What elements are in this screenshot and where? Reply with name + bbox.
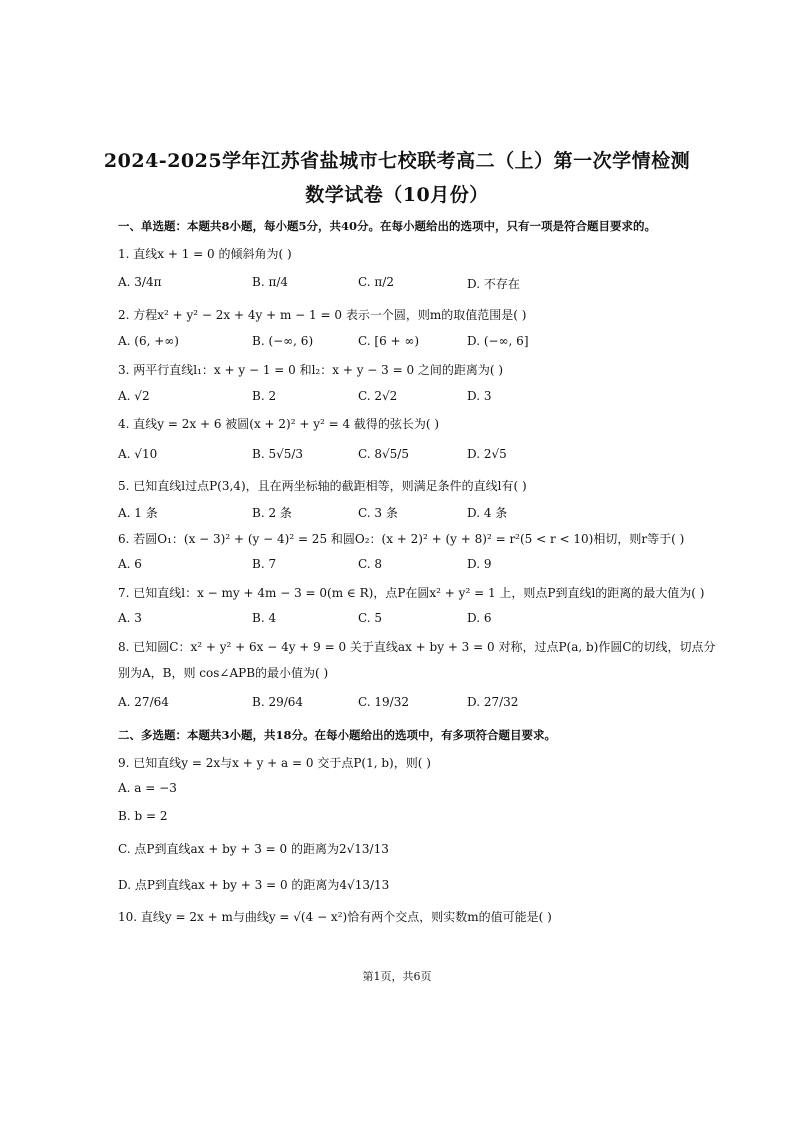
q1-option-d: D. 不存在 [467,277,520,291]
q1-option-a: A. 3/4π [118,275,162,289]
q9-option-d: D. 点P到直线ax + by + 3 = 0 的距离为4√13/13 [118,878,390,892]
q8-option-c: C. 19/32 [358,695,409,709]
q2-option-c: C. [6 + ∞) [358,334,420,348]
q9-option-a: A. a = −3 [118,781,177,795]
q7-option-a: A. 3 [118,611,142,625]
q1-option-b: B. π/4 [252,275,289,289]
q2-option-d: D. (−∞, 6] [467,334,529,348]
question-1: 1. 直线x + 1 = 0 的倾斜角为( ) [118,247,292,261]
q8-option-d: D. 27/32 [467,695,519,709]
q3-option-d: D. 3 [467,389,492,403]
question-2: 2. 方程x² + y² − 2x + 4y + m − 1 = 0 表示一个圆，则m的取值范围是( ) [118,308,527,322]
question-4: 4. 直线y = 2x + 6 被圆(x + 2)² + y² = 4 截得的弦长为( ) [118,417,440,431]
q9-option-b: B. b = 2 [118,809,168,823]
q4-option-c: C. 8√5/5 [358,447,409,461]
q6-option-b: B. 7 [252,557,277,571]
q4-option-d: D. 2√5 [467,447,507,461]
question-7: 7. 已知直线l：x − my + 4m − 3 = 0(m ∈ R)，点P在圆x² + y² = 1 上，则点P到直线l的距离的最大值为( ) [118,586,705,600]
q7-option-b: B. 4 [252,611,277,625]
question-10: 10. 直线y = 2x + m与曲线y = √(4 − x²)恰有两个交点，则实数m的值可能是( ) [118,910,552,924]
section-multi-choice: 二、多选题：本题共3小题，共18分。在每小题给出的选项中，有多项符合题目要求。 [118,728,557,742]
question-9: 9. 已知直线y = 2x与x + y + a = 0 交于点P(1, b)，则( ) [118,756,431,770]
q6-option-a: A. 6 [118,557,142,571]
q7-option-c: C. 5 [358,611,383,625]
q2-option-a: A. (6, +∞) [118,334,179,348]
exam-subtitle: 数学试卷（10月份） [305,184,489,206]
question-8: 8. 已知圆C：x² + y² + 6x − 4y + 9 = 0 关于直线ax + by + 3 = 0 对称，过点P(a, b)作圆C的切线，切点分 [118,640,716,654]
page-footer: 第1页，共6页 [362,970,432,983]
q8-option-a: A. 27/64 [118,695,169,709]
q5-option-a: A. 1 条 [118,506,158,520]
question-3: 3. 两平行直线l₁：x + y − 1 = 0 和l₂：x + y − 3 = 0 之间的距离为( ) [118,363,504,377]
q7-option-d: D. 6 [467,611,492,625]
q3-option-b: B. 2 [252,389,277,403]
q3-option-c: C. 2√2 [358,389,398,403]
q6-option-c: C. 8 [358,557,383,571]
q5-option-b: B. 2 条 [252,506,292,520]
question-6: 6. 若圆O₁：(x − 3)² + (y − 4)² = 25 和圆O₂：(x + 2)² + (y + 8)² = r²(5 < r < 10)相切，则r等于( ) [118,532,685,546]
q6-option-d: D. 9 [467,557,492,571]
question-5: 5. 已知直线l过点P(3,4)，且在两坐标轴的截距相等，则满足条件的直线l有( ) [118,479,527,493]
q5-option-c: C. 3 条 [358,506,398,520]
q1-option-c: C. π/2 [358,275,394,289]
q4-option-b: B. 5√5/3 [252,447,304,461]
q2-option-b: B. (−∞, 6) [252,334,314,348]
exam-title: 2024-2025学年江苏省盐城市七校联考高二（上）第一次学情检测 [103,150,691,172]
q3-option-a: A. √2 [118,389,150,403]
question-8-continued: 别为A，B，则 cos∠APB的最小值为( ) [118,666,329,680]
q9-option-c: C. 点P到直线ax + by + 3 = 0 的距离为2√13/13 [118,842,389,856]
section-single-choice: 一、单选题：本题共8小题，每小题5分，共40分。在每小题给出的选项中，只有一项是符合题目要求的。 [118,219,657,233]
q8-option-b: B. 29/64 [252,695,304,709]
q5-option-d: D. 4 条 [467,506,508,520]
q4-option-a: A. √10 [118,447,158,461]
